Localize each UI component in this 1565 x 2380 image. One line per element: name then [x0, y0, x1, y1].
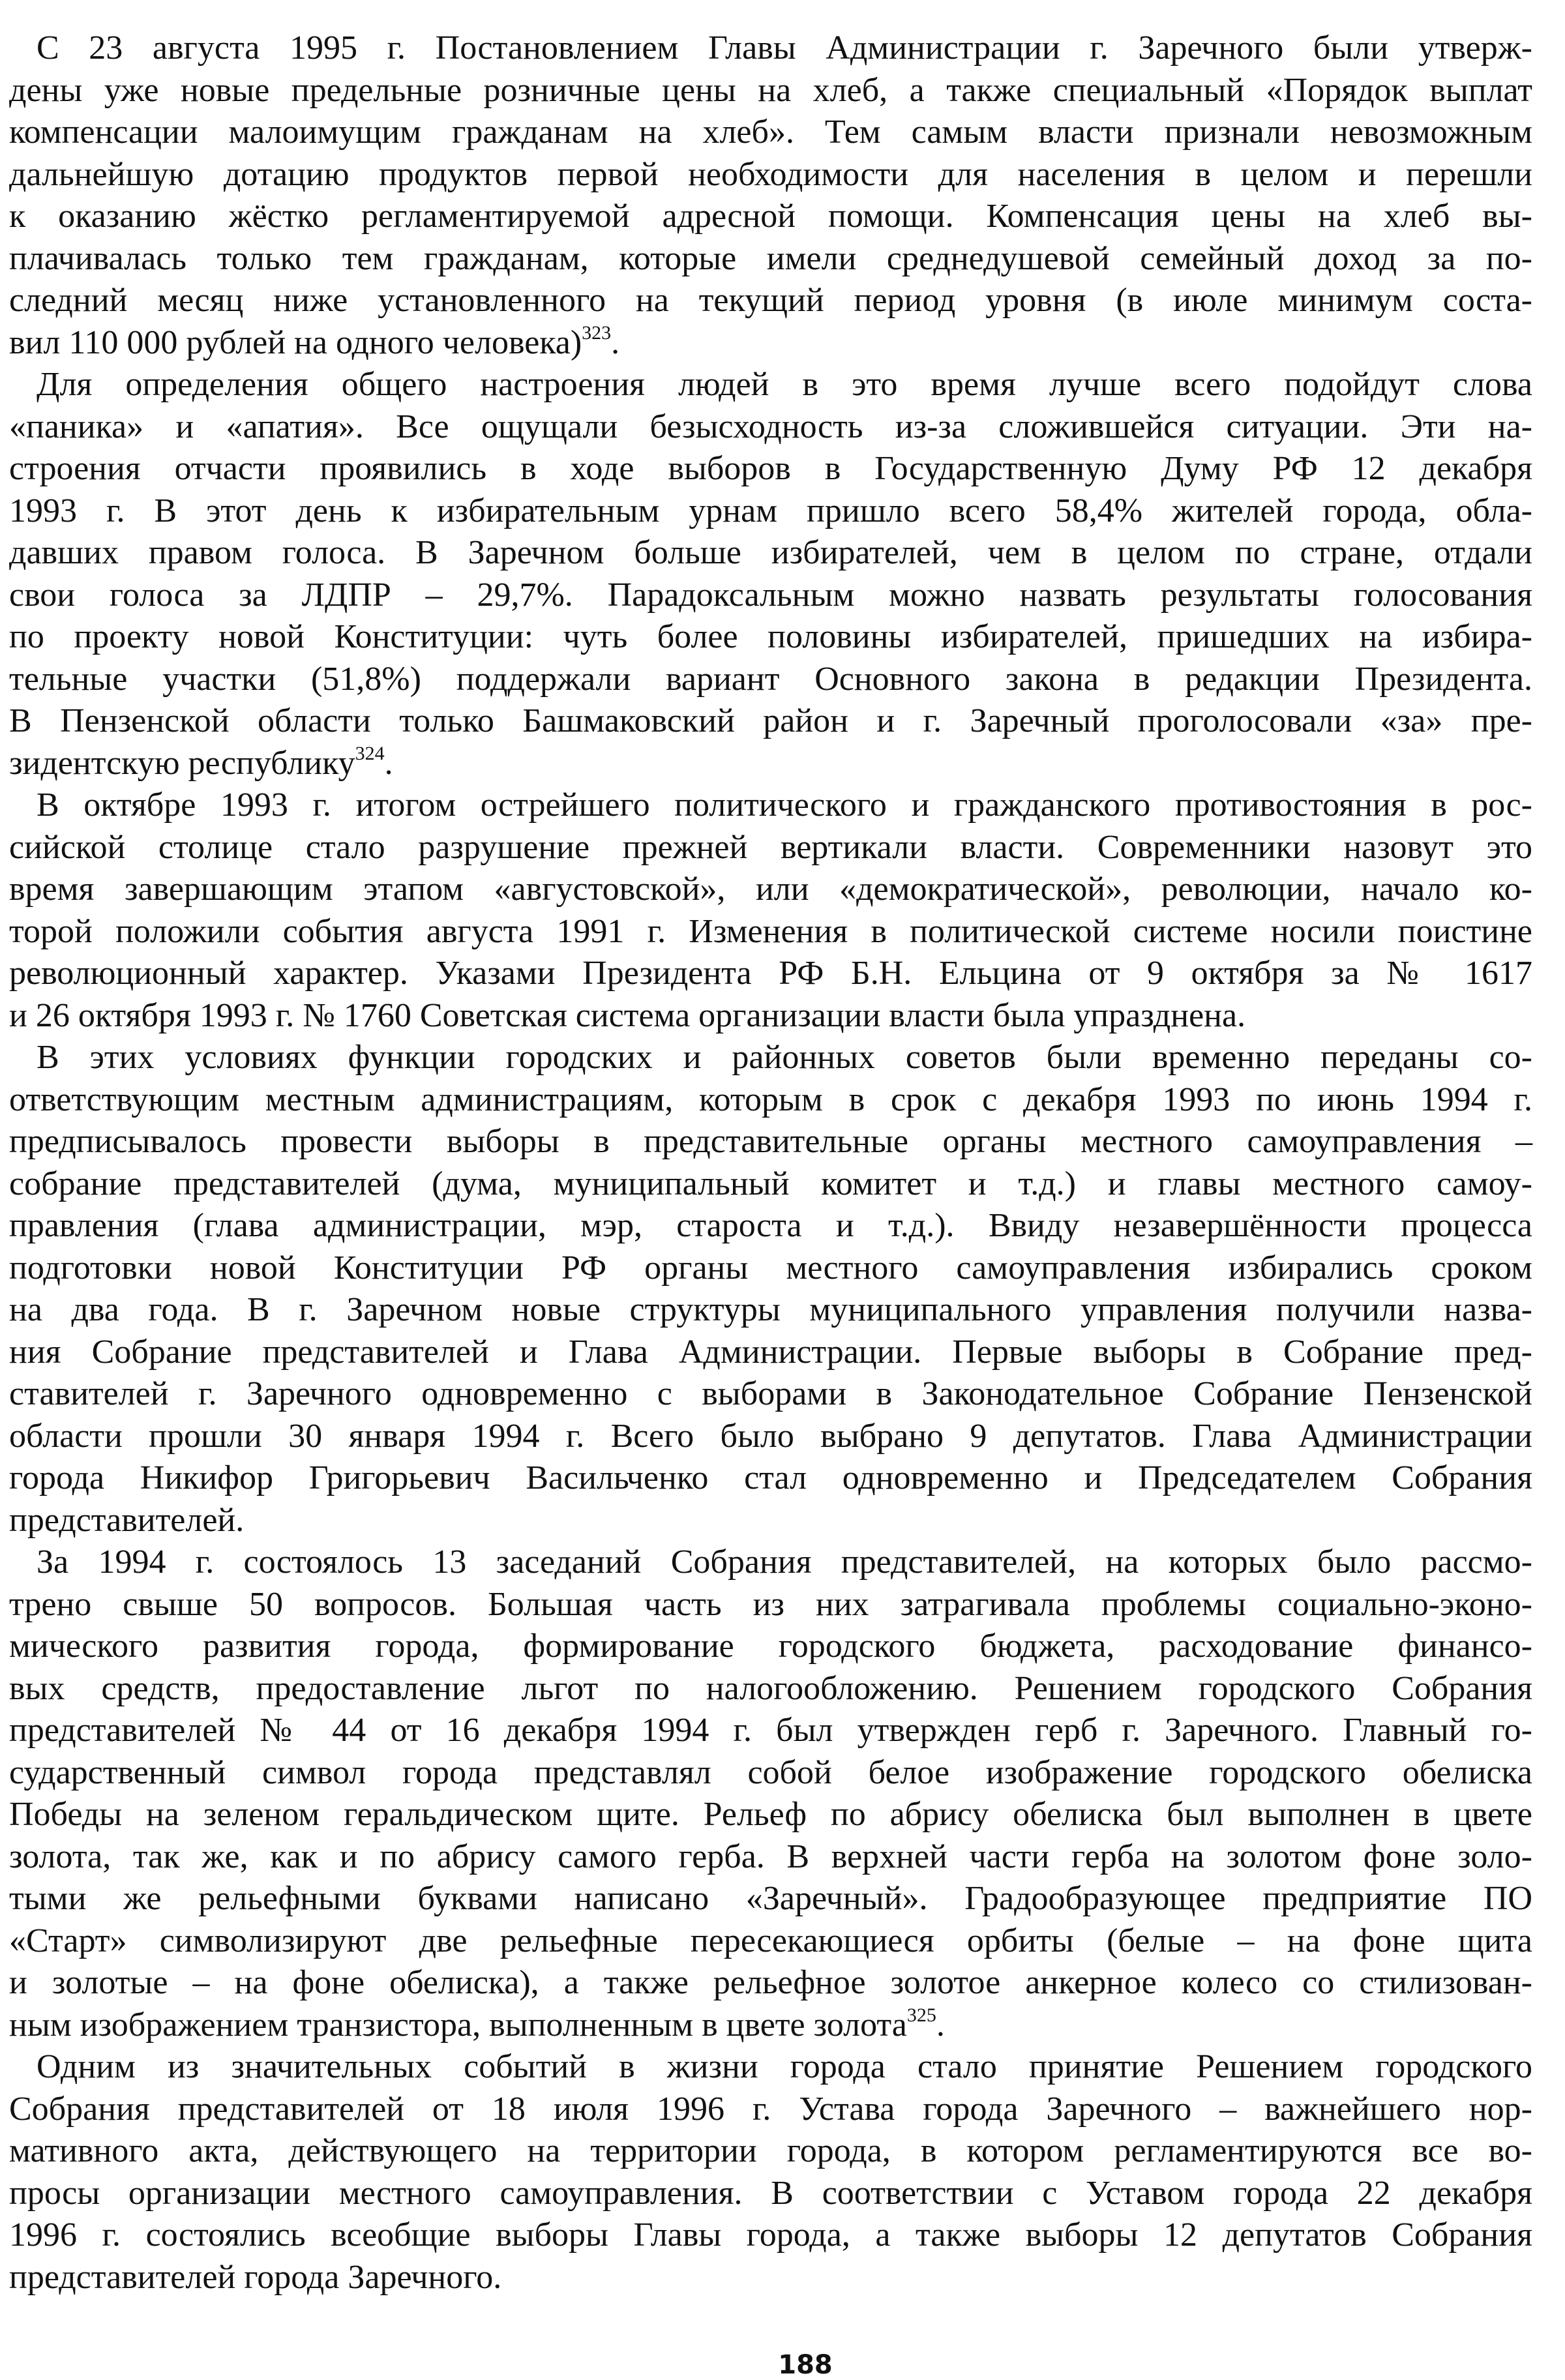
paragraph — [9, 27, 1532, 364]
line-text: ным изображением транзистора, выполненным в цвете золота — [9, 2006, 907, 2044]
text-line: свои голоса за ЛДПР – 29,7%. Парадоксальным можно назвать результаты голосования — [9, 576, 1532, 614]
paragraph — [9, 1037, 1532, 1541]
text-line: золота, так же, как и по абрису самого герба. В верхней части герба на золотом фоне золо- — [9, 1837, 1532, 1875]
text-line: Собрания представителей от 18 июля 1996 г. Устава города Заречного – важнейшего нор- — [9, 2090, 1532, 2128]
text-line: «паника» и «апатия». Все ощущали безысходность из-за сложившейся ситуации. Эти на- — [9, 408, 1532, 445]
text-line: ставителей г. Заречного одновременно с выборами в Законодательное Собрание Пензенской — [9, 1375, 1532, 1412]
paragraph — [9, 784, 1532, 1037]
text-line: торой положили события августа 1991 г. Изменения в политической системе носили поистине — [9, 912, 1532, 950]
text-line: предписывалось провести выборы в представительные органы местного самоуправления – — [9, 1123, 1532, 1160]
text-line: просы организации местного самоуправления. В соответствии с Уставом города 22 декабря — [9, 2174, 1532, 2212]
text-line: 1993 г. В этот день к избирательным урнам пришло всего 58,4% жителей города, обла- — [9, 492, 1532, 529]
text-line: представителей города Заречного. — [9, 2258, 502, 2296]
text-line: города Никифор Григорьевич Васильченко стал одновременно и Председателем Собрания — [9, 1459, 1532, 1496]
page-number: 188 — [778, 2350, 833, 2380]
text-line: В Пензенской области только Башмаковский район и г. Заречный проголосовали «за» пре- — [9, 702, 1532, 739]
text-line: следний месяц ниже установленного на текущий период уровня (в июле минимум соста- — [9, 282, 1532, 319]
text-line: сийской столице стало разрушение прежней вертикали власти. Современники назовут это — [9, 828, 1532, 866]
paragraph — [9, 364, 1532, 784]
text-line — [9, 2004, 1532, 2047]
text-line: время завершающим этапом «августовской», или «демократической», революции, начало ко- — [9, 870, 1532, 908]
text-line: В октябре 1993 г. итогом острейшего политического и гражданского противостояния в рос- — [37, 786, 1532, 824]
line-end-punctuation: . — [936, 2006, 945, 2044]
text-line: Победы на зеленом геральдическом щите. Рельеф по абрису обелиска был выполнен в цвете — [9, 1796, 1532, 1833]
text-line: представителей № 44 от 16 декабря 1994 г. был утвержден герб г. Заречного. Главный го- — [9, 1712, 1532, 1749]
text-line: За 1994 г. состоялось 13 заседаний Собрания представителей, на которых было рассмо- — [37, 1543, 1532, 1581]
text-line: строения отчасти проявились в ходе выборов в Государственную Думу РФ 12 декабря — [9, 450, 1532, 487]
text-line: мативного акта, действующего на территории города, в котором регламентируются все во- — [9, 2132, 1532, 2169]
text-line — [9, 322, 1532, 364]
text-line: на два года. В г. Заречном новые структуры муниципального управления получили назва- — [9, 1291, 1532, 1328]
text-line: давших правом голоса. В Заречном больше избирателей, чем в целом по стране, отдали — [9, 534, 1532, 571]
text-line: трено свыше 50 вопросов. Большая часть из них затрагивала проблемы социально-эконо- — [9, 1585, 1532, 1623]
text-line: тельные участки (51,8%) поддержали вариант Основного закона в редакции Президента. — [9, 660, 1532, 698]
text-line: В этих условиях функции городских и районных советов были временно переданы со- — [37, 1039, 1532, 1076]
text-line: компенсации малоимущим гражданам на хлеб». Тем самым власти признали невозможным — [9, 113, 1532, 151]
text-line: плачивалась только тем гражданам, которые имели среднедушевой семейный доход за по- — [9, 239, 1532, 277]
paragraph — [9, 2046, 1532, 2298]
footnote-reference[interactable]: 324 — [355, 742, 385, 764]
text-line: Одним из значительных событий в жизни города стало принятие Решением городского — [37, 2048, 1532, 2085]
text-line: ния Собрание представителей и Глава Администрации. Первые выборы в Собрание пред- — [9, 1333, 1532, 1371]
text-line: вых средств, предоставление льгот по налогообложению. Решением городского Собрания — [9, 1669, 1532, 1707]
text-line: сударственный символ города представлял собой белое изображение городского обелиска — [9, 1753, 1532, 1791]
text-line: подготовки новой Конституции РФ органы местного самоуправления избирались сроком — [9, 1249, 1532, 1287]
text-line: к оказанию жёстко регламентируемой адресной помощи. Компенсация цены на хлеб вы- — [9, 198, 1532, 235]
line-text: зидентскую республику — [9, 744, 355, 782]
text-line: С 23 августа 1995 г. Постановлением Главы Администрации г. Заречного были утверж- — [37, 29, 1532, 67]
text-line: Для определения общего настроения людей в это время лучше всего подойдут слова — [37, 366, 1532, 403]
text-line: области прошли 30 января 1994 г. Всего было выбрано 9 депутатов. Глава Администрации — [9, 1417, 1532, 1455]
text-line: и золотые – на фоне обелиска), а также рельефное золотое анкерное колесо со стилизован- — [9, 1964, 1532, 2001]
text-line: «Старт» символизируют две рельефные пересекающиеся орбиты (белые – на фоне щита — [9, 1922, 1532, 1959]
line-end-punctuation: . — [384, 744, 393, 782]
text-line: правления (глава администрации, мэр, староста и т.д.). Ввиду незавершённости процесса — [9, 1207, 1532, 1244]
text-line: и 26 октября 1993 г. № 1760 Советская система организации власти была упразднена. — [9, 996, 1246, 1034]
text-line: дальнейшую дотацию продуктов первой необходимости для населения в целом и перешли — [9, 155, 1532, 193]
text-line: мического развития города, формирование городского бюджета, расходование финансо- — [9, 1628, 1532, 1665]
text-line: собрание представителей (дума, муниципальный комитет и т.д.) и главы местного самоу- — [9, 1165, 1532, 1202]
text-line: 1996 г. состоялись всеобщие выборы Главы города, а также выборы 12 депутатов Собрания — [9, 2216, 1532, 2254]
text-line: дены уже новые предельные розничные цены на хлеб, а также специальный «Порядок выплат — [9, 71, 1532, 109]
text-line: революционный характер. Указами Президента РФ Б.Н. Ельцина от 9 октября за № 1617 — [9, 955, 1532, 992]
text-line — [9, 743, 1532, 785]
text-line: по проекту новой Конституции: чуть более половины избирателей, пришедших на избира- — [9, 618, 1532, 655]
paragraph — [9, 1541, 1532, 2046]
text-line: ответствующим местным администрациям, которым в срок с декабря 1993 по июнь 1994 г. — [9, 1080, 1532, 1118]
line-end-punctuation: . — [611, 323, 620, 361]
line-text: вил 110 000 рублей на одного человека) — [9, 323, 582, 361]
footnote-reference[interactable]: 325 — [906, 2004, 936, 2026]
footnote-reference[interactable]: 323 — [582, 321, 612, 344]
text-line: представителей. — [9, 1501, 245, 1539]
text-line: тыми же рельефными буквами написано «Заречный». Градообразующее предприятие ПО — [9, 1880, 1532, 1917]
page-body-text — [9, 27, 1532, 2298]
